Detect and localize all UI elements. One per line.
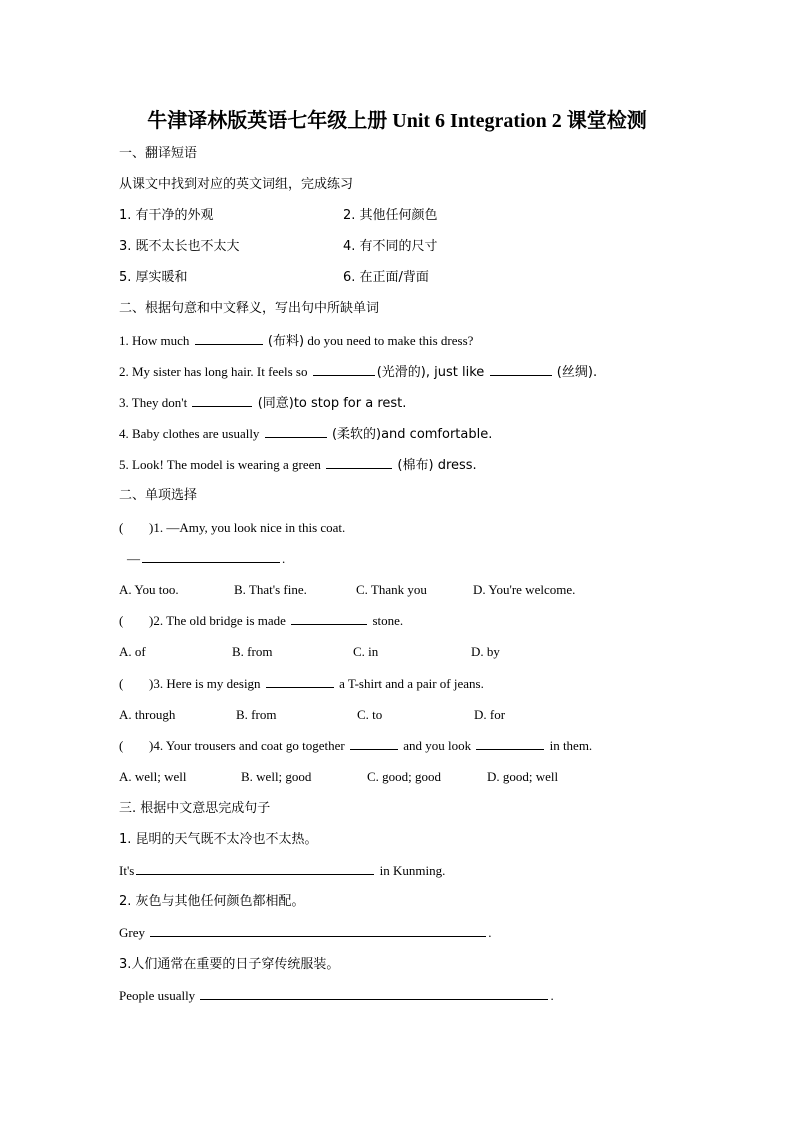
- fill-question-3: [119, 394, 406, 413]
- question-text: stone.: [372, 613, 404, 628]
- choice-question-2: [119, 612, 403, 630]
- answer-blank[interactable]: [313, 363, 375, 376]
- sentence-end: .: [488, 925, 492, 940]
- question-text: do you need to make this dress?: [307, 333, 474, 348]
- fill-question-2: [119, 363, 597, 382]
- sentence-end: .: [550, 988, 554, 1003]
- sentence-end: in Kunming.: [379, 863, 446, 878]
- translation-answer-1: [119, 862, 445, 880]
- option-a[interactable]: A. of: [119, 644, 146, 659]
- answer-blank[interactable]: [200, 987, 548, 1000]
- choice-question-4: [119, 737, 592, 755]
- option-d[interactable]: D. good; well: [487, 769, 559, 784]
- answer-bracket[interactable]: (: [119, 676, 124, 691]
- reply-dash: —: [127, 551, 140, 566]
- chinese-hint: (柔软的)and comfortable.: [331, 427, 493, 442]
- answer-blank[interactable]: [192, 394, 252, 407]
- section-2-heading: 二、根据句意和中文释义，写出句中所缺单词: [119, 301, 380, 316]
- section-1-instruction: 从课文中找到对应的英文词组，完成练习: [119, 177, 354, 192]
- question-text: .: [282, 551, 286, 566]
- answer-blank[interactable]: [350, 737, 398, 750]
- question-text: 2. My sister has long hair. It feels so: [119, 364, 308, 379]
- question-text: and you look: [403, 738, 472, 753]
- question-text: in them.: [549, 738, 593, 753]
- translation-answer-3: [119, 987, 554, 1005]
- option-c[interactable]: C. Thank you: [356, 582, 427, 597]
- sentence-start: Grey: [119, 925, 145, 940]
- question-text: 1. How much: [119, 333, 190, 348]
- option-c[interactable]: C. in: [353, 644, 379, 659]
- answer-bracket[interactable]: (: [119, 520, 124, 535]
- fill-question-4: [119, 425, 492, 444]
- answer-blank[interactable]: [136, 862, 374, 875]
- answer-blank[interactable]: [291, 612, 367, 625]
- answer-blank[interactable]: [142, 550, 280, 563]
- fill-question-5: [119, 456, 477, 475]
- question-text: 4. Baby clothes are usually: [119, 426, 260, 441]
- option-b[interactable]: B. from: [236, 707, 277, 722]
- answer-blank[interactable]: [326, 456, 392, 469]
- page-title: 牛津译林版英语七年级上册 Unit 6 Integration 2 课堂检测: [147, 110, 647, 132]
- phrase-item: 6. 在正面/背面: [343, 270, 429, 285]
- answer-blank[interactable]: [195, 332, 263, 345]
- question-text: )1. —Amy, you look nice in this coat.: [149, 520, 346, 535]
- question-text: )2. The old bridge is made: [149, 613, 286, 628]
- option-c[interactable]: C. good; good: [367, 769, 442, 784]
- phrase-item: 4. 有不同的尺寸: [343, 239, 438, 254]
- translation-prompt-2: 2. 灰色与其他任何颜色都相配。: [119, 894, 305, 909]
- answer-blank[interactable]: [266, 675, 334, 688]
- option-d[interactable]: D. for: [474, 707, 506, 722]
- translation-prompt-1: 1. 昆明的天气既不太冷也不太热。: [119, 832, 318, 847]
- answer-bracket[interactable]: (: [119, 738, 124, 753]
- phrase-item: 3. 既不太长也不太大: [119, 239, 240, 254]
- choice-question-3: [119, 675, 484, 693]
- option-a[interactable]: A. through: [119, 707, 176, 722]
- sentence-start: People usually: [119, 988, 196, 1003]
- answer-blank[interactable]: [150, 924, 486, 937]
- fill-question-1: [119, 332, 473, 351]
- answer-blank[interactable]: [476, 737, 544, 750]
- phrase-item: 5. 厚实暖和: [119, 270, 188, 285]
- chinese-hint: (布料): [267, 334, 305, 349]
- section-4-heading: 三. 根据中文意思完成句子: [119, 801, 271, 816]
- reply-line: [127, 550, 285, 568]
- answer-blank[interactable]: [490, 363, 552, 376]
- question-text: )3. Here is my design: [149, 676, 261, 691]
- chinese-hint: (光滑的), just like: [376, 365, 485, 380]
- section-3-heading: 二、单项选择: [119, 488, 198, 503]
- option-b[interactable]: B. from: [232, 644, 273, 659]
- section-1-heading: 一、翻译短语: [119, 146, 198, 161]
- chinese-hint: (丝绸).: [556, 365, 598, 380]
- question-text: a T-shirt and a pair of jeans.: [339, 676, 484, 691]
- phrase-item: 1. 有干净的外观: [119, 208, 214, 223]
- chinese-hint: (同意)to stop for a rest.: [257, 396, 407, 411]
- phrase-item: 2. 其他任何颜色: [343, 208, 438, 223]
- option-a[interactable]: A. well; well: [119, 769, 187, 784]
- chinese-hint: (棉布) dress.: [397, 458, 477, 473]
- option-c[interactable]: C. to: [357, 707, 383, 722]
- translation-prompt-3: 3.人们通常在重要的日子穿传统服装。: [119, 957, 340, 972]
- sentence-start: It's: [119, 863, 135, 878]
- option-b[interactable]: B. That's fine.: [234, 582, 307, 597]
- answer-bracket[interactable]: (: [119, 613, 124, 628]
- question-text: 3. They don't: [119, 395, 188, 410]
- option-b[interactable]: B. well; good: [241, 769, 312, 784]
- answer-blank[interactable]: [265, 425, 327, 438]
- translation-answer-2: [119, 924, 492, 942]
- option-d[interactable]: D. You're welcome.: [473, 582, 576, 597]
- question-text: )4. Your trousers and coat go together: [149, 738, 345, 753]
- option-d[interactable]: D. by: [471, 644, 500, 659]
- option-a[interactable]: A. You too.: [119, 582, 179, 597]
- choice-question-1: [119, 519, 345, 537]
- question-text: 5. Look! The model is wearing a green: [119, 457, 321, 472]
